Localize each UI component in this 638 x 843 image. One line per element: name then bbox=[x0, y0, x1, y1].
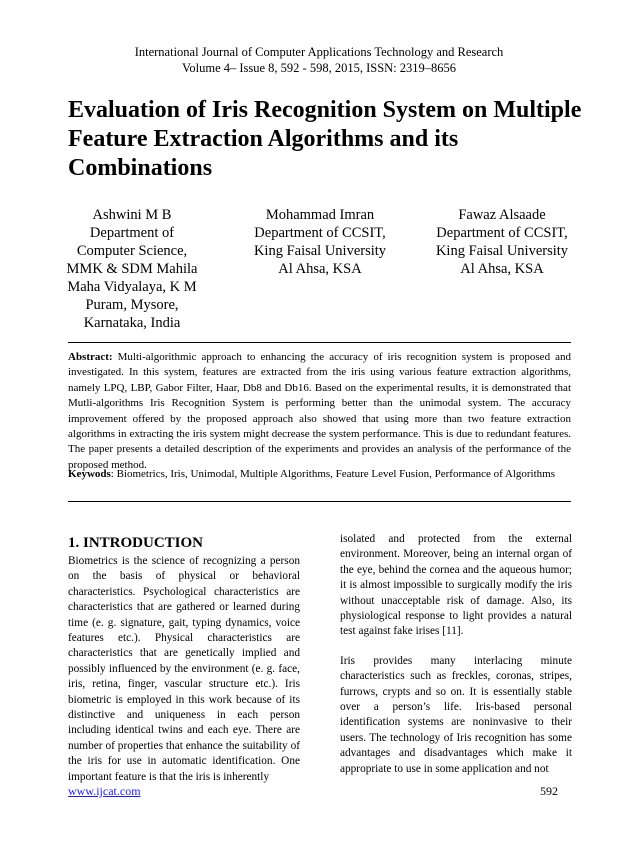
abstract-text: Multi-algorithmic approach to enhancing the accuracy of iris recognition system is proposed and investigated. In this system, features are extracted from the iris using various feature extraction algorithms, namely LPQ, LBP, Gabor Filter, Haar, Db8 and Db16. Based on the experimental results, it is demonstrated that Mutli-algorithms Iris Recognition System is performing better than the unimodal system. The accuracy improvement offered by the proposed approach also showed that using more than two feature extraction algorithms in extracting the iris system might decrease the system performance. This is due to redundant features. The paper presents a detailed description of the experiments and provides an analysis of the performance of the proposed method. bbox=[68, 351, 571, 471]
author-affiliation-line: MMK & SDM Mahila bbox=[66, 261, 198, 277]
author-name: Ashwini M B bbox=[92, 207, 172, 223]
author-block-3 bbox=[412, 206, 592, 278]
keywords bbox=[68, 467, 571, 482]
author-block-2 bbox=[230, 206, 410, 278]
section-heading-introduction: 1. INTRODUCTION bbox=[68, 535, 204, 551]
title-line: Feature Extraction Algorithms and its bbox=[68, 126, 459, 152]
author-name: Fawaz Alsaade bbox=[458, 207, 546, 223]
author-affiliation-line: Department of CCSIT, bbox=[436, 225, 568, 241]
author-affiliation-line: Department of CCSIT, bbox=[254, 225, 386, 241]
author-affiliation-line: Department of bbox=[89, 225, 175, 241]
author-name: Mohammad Imran bbox=[265, 207, 375, 223]
author-affiliation-line: Al Ahsa, KSA bbox=[460, 261, 544, 277]
keywords-text: : Biometrics, Iris, Unimodal, Multiple Algorithms, Feature Level Fusion, Performance of Algorithms bbox=[110, 468, 555, 480]
body-paragraph: Iris provides many interlacing minute characteristics such as freckles, coronas, stripes, furrows, crypts and so on. It is essentially stable over a person’s life. Iris-based personal identification systems are noninvasive to their users. The technology of Iris recognition has some advantages and disadvantages which make it appropriate to use in some application and not bbox=[340, 654, 572, 775]
body-paragraph: Biometrics is the science of recognizing a person on the basis of physical or behavioral characteristics. Psychological characteristics are characteristics that are gathered or learned during time (e. g. signature, gait, typing dynamics, voice features etc.). Physical characteristics are characteristics that are genetically implied and possibly influenced by the environment (e. g. face, iris, retina, finger, vascular structure etc.). Iris biometric is employed in this work because of its distinctive and uniqueness in each person including identical twins and each eye. There are number of properties that enhance the suitability of the iris for use in automatic identification. One important feature is that the iris is inherently bbox=[68, 555, 300, 783]
abstract-label: Abstract: bbox=[68, 351, 113, 363]
journal-name: International Journal of Computer Applications Technology and Research bbox=[134, 45, 504, 59]
divider-rule bbox=[68, 342, 571, 343]
body-paragraph: isolated and protected from the external environment. Moreover, being an internal organ of the eye, behind the cornea and the aqueous humor; it is almost impossible to surgically modify the iris without unacceptable risk of damage. Also, its physiological response to light provides a natural test against fake irises [11]. bbox=[340, 533, 572, 638]
author-block-1 bbox=[62, 206, 202, 332]
journal-issue-line: Volume 4– Issue 8, 592 - 598, 2015, ISSN: 2319–8656 bbox=[181, 61, 457, 75]
left-column bbox=[68, 532, 300, 785]
author-affiliation-line: Al Ahsa, KSA bbox=[278, 261, 362, 277]
title-line: Combinations bbox=[68, 155, 213, 181]
keywords-label: Keywods bbox=[68, 468, 111, 480]
author-affiliation-line: Computer Science, bbox=[76, 243, 188, 259]
author-affiliation-line: Karnataka, India bbox=[83, 315, 181, 331]
author-affiliation-line: King Faisal University bbox=[253, 243, 387, 259]
paper-title bbox=[68, 96, 588, 183]
divider-rule bbox=[68, 501, 571, 502]
author-affiliation-line: King Faisal University bbox=[435, 243, 569, 259]
author-affiliation-line: Puram, Mysore, bbox=[85, 297, 179, 313]
journal-website-link[interactable]: www.ijcat.com bbox=[68, 784, 141, 798]
right-column bbox=[340, 532, 572, 777]
title-line: Evaluation of Iris Recognition System on Multiple bbox=[68, 97, 582, 123]
author-affiliation-line: Maha Vidyalaya, K M bbox=[67, 279, 197, 295]
page-number: 592 bbox=[540, 784, 558, 798]
abstract bbox=[68, 350, 571, 473]
